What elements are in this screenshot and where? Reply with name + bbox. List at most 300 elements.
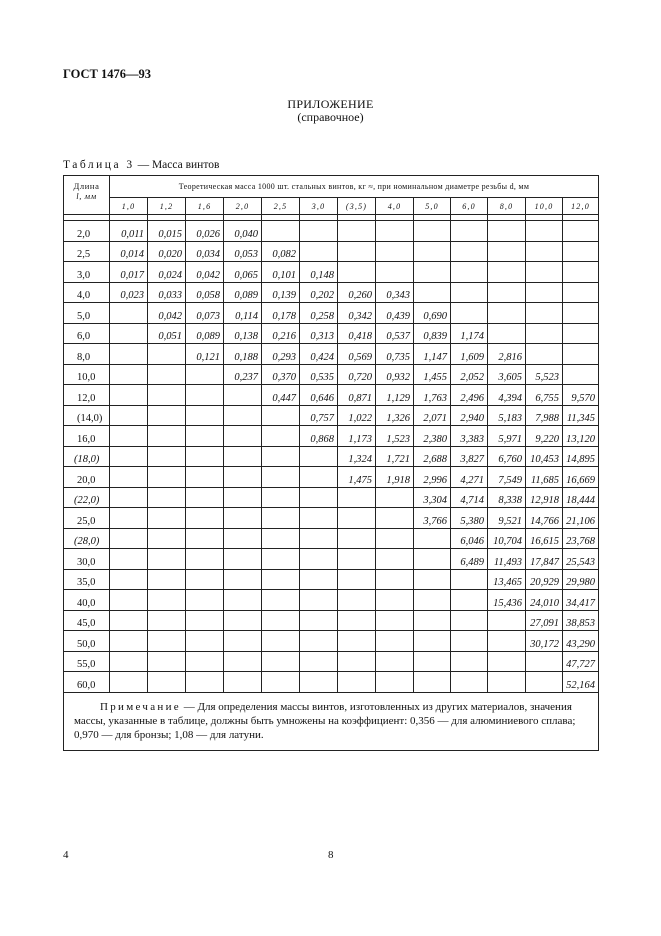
mass-cell: 12,918 [526,487,563,508]
diameter-header: 2,0 [224,198,262,215]
mass-cell [563,241,599,262]
mass-cell [488,282,526,303]
length-cell: 12,0 [64,385,110,406]
mass-cell [376,221,414,242]
mass-cell [526,672,563,693]
mass-cell: 0,871 [338,385,376,406]
mass-cell: 29,980 [563,569,599,590]
mass-cell: 0,033 [148,282,186,303]
mass-cell: 8,338 [488,487,526,508]
mass-cell: 1,721 [376,446,414,467]
length-cell: 45,0 [64,610,110,631]
table-row [64,282,599,303]
appendix-heading [0,98,661,124]
mass-cell: 16,615 [526,528,563,549]
mass-cell [488,610,526,631]
note-text: — Для определения массы винтов, изготовленных из других материалов, значения массы, указанные в таблице, должны быть умножены на коэффициент: 0,356 — для алюминиевого сплава; 0,970 — для бронзы; 1,08 — для латуни. [74,700,576,741]
mass-cell: 1,173 [338,426,376,447]
mass-cell [110,569,148,590]
mass-cell [488,631,526,652]
mass-cell [488,241,526,262]
mass-cell: 5,523 [526,364,563,385]
table-note [64,692,599,750]
mass-cell [376,508,414,529]
mass-cell: 2,940 [451,405,488,426]
mass-cell [376,549,414,570]
mass-cell [148,364,186,385]
mass-cell: 1,326 [376,405,414,426]
mass-cell [414,282,451,303]
length-cell: 3,0 [64,262,110,283]
table-row [64,610,599,631]
mass-cell: 0,216 [262,323,300,344]
mass-cell: 43,290 [563,631,599,652]
mass-cell [300,610,338,631]
mass-cell [338,221,376,242]
table-row [64,262,599,283]
mass-cell [262,569,300,590]
mass-cell: 0,535 [300,364,338,385]
mass-cell [300,508,338,529]
mass-cell: 0,646 [300,385,338,406]
length-cell: 55,0 [64,651,110,672]
mass-cell [186,549,224,570]
mass-cell: 2,496 [451,385,488,406]
table-body [64,221,599,693]
mass-cell [451,303,488,324]
mass-cell [148,344,186,365]
mass-cell: 21,106 [563,508,599,529]
mass-cell: 18,444 [563,487,599,508]
mass-cell [300,651,338,672]
mass-cell: 0,258 [300,303,338,324]
mass-cell [300,467,338,488]
mass-cell [224,631,262,652]
length-cell: 25,0 [64,508,110,529]
mass-cell: 24,010 [526,590,563,611]
mass-cell [563,303,599,324]
mass-cell [451,590,488,611]
mass-cell: 3,304 [414,487,451,508]
mass-cell: 0,690 [414,303,451,324]
length-cell: (22,0) [64,487,110,508]
mass-cell [262,651,300,672]
table-row [64,426,599,447]
mass-cell [148,549,186,570]
mass-cell: 0,121 [186,344,224,365]
mass-cell [262,610,300,631]
mass-cell [451,672,488,693]
mass-cell: 1,763 [414,385,451,406]
mass-cell: 0,418 [338,323,376,344]
mass-cell [110,610,148,631]
mass-cell [224,528,262,549]
mass-cell [563,221,599,242]
mass-cell [186,467,224,488]
mass-cell: 47,727 [563,651,599,672]
mass-cell [262,446,300,467]
mass-cell [300,528,338,549]
mass-cell: 0,932 [376,364,414,385]
mass-cell: 0,011 [110,221,148,242]
mass-cell: 34,417 [563,590,599,611]
table-row [64,303,599,324]
mass-cell [110,487,148,508]
mass-cell [186,385,224,406]
mass-cell [488,672,526,693]
mass-cell [262,672,300,693]
mass-cell: 14,895 [563,446,599,467]
mass-cell [110,385,148,406]
length-cell: 50,0 [64,631,110,652]
mass-cell [376,241,414,262]
length-cell: 20,0 [64,467,110,488]
length-header-line2: l, мм [76,191,97,201]
mass-cell: 0,839 [414,323,451,344]
mass-cell [376,651,414,672]
document-code: ГОСТ 1476—93 [63,67,152,81]
table-row [64,323,599,344]
mass-cell: 0,447 [262,385,300,406]
mass-cell: 0,040 [224,221,262,242]
table-row [64,221,599,242]
mass-cell [110,426,148,447]
length-header-line1: Длина [73,181,100,191]
mass-cell [148,405,186,426]
mass-cell: 5,971 [488,426,526,447]
mass-cell: 2,380 [414,426,451,447]
mass-cell [224,508,262,529]
length-cell: 6,0 [64,323,110,344]
mass-cell: 0,015 [148,221,186,242]
mass-cell [414,262,451,283]
mass-cell [110,405,148,426]
mass-cell [262,405,300,426]
mass-cell [186,508,224,529]
table-row [64,405,599,426]
note-row [64,692,599,750]
mass-cell: 1,324 [338,446,376,467]
mass-cell [414,590,451,611]
mass-cell [110,631,148,652]
mass-cell [526,282,563,303]
length-cell: 2,0 [64,221,110,242]
mass-cell: 9,570 [563,385,599,406]
mass-cell [110,508,148,529]
mass-cell: 13,465 [488,569,526,590]
mass-cell: 3,827 [451,446,488,467]
mass-cell [488,221,526,242]
mass-cell: 15,436 [488,590,526,611]
mass-cell: 3,766 [414,508,451,529]
length-cell: 30,0 [64,549,110,570]
mass-cell [451,262,488,283]
mass-cell: 6,489 [451,549,488,570]
table-row [64,508,599,529]
mass-cell [224,467,262,488]
mass-cell [451,282,488,303]
mass-cell [224,590,262,611]
mass-cell: 0,370 [262,364,300,385]
mass-cell [224,405,262,426]
mass-cell [376,487,414,508]
table-row [64,385,599,406]
mass-cell [338,487,376,508]
mass-cell: 0,537 [376,323,414,344]
mass-cell [186,651,224,672]
mass-cell: 6,755 [526,385,563,406]
screw-mass-table-container [63,175,598,751]
mass-cell: 2,816 [488,344,526,365]
mass-cell [488,262,526,283]
mass-cell: 1,523 [376,426,414,447]
diameter-header: 3,0 [300,198,338,215]
table-row [64,364,599,385]
mass-cell [526,651,563,672]
length-cell: (28,0) [64,528,110,549]
table-caption [63,159,219,171]
mass-cell [110,651,148,672]
mass-cell: 30,172 [526,631,563,652]
mass-cell [300,569,338,590]
mass-cell: 10,453 [526,446,563,467]
mass-cell [451,651,488,672]
mass-cell [488,323,526,344]
length-cell: 5,0 [64,303,110,324]
mass-cell: 7,549 [488,467,526,488]
mass-cell [338,549,376,570]
length-cell: (14,0) [64,405,110,426]
mass-cell [224,385,262,406]
mass-cell [110,528,148,549]
mass-cell: 2,052 [451,364,488,385]
mass-cell [148,487,186,508]
mass-cell: 11,493 [488,549,526,570]
mass-cell [563,282,599,303]
mass-cell [300,446,338,467]
mass-cell [376,590,414,611]
mass-cell [376,672,414,693]
mass-cell: 0,014 [110,241,148,262]
mass-cell [338,262,376,283]
mass-cell [110,672,148,693]
mass-cell: 0,051 [148,323,186,344]
table-row [64,672,599,693]
mass-cell [563,364,599,385]
mass-cell: 0,042 [148,303,186,324]
mass-cell: 0,053 [224,241,262,262]
mass-cell [110,446,148,467]
table-row [64,487,599,508]
mass-cell [414,569,451,590]
mass-cell: 10,704 [488,528,526,549]
mass-cell: 14,766 [526,508,563,529]
mass-cell [110,344,148,365]
mass-cell [110,303,148,324]
mass-cell: 0,073 [186,303,224,324]
mass-cell: 1,609 [451,344,488,365]
mass-cell: 5,183 [488,405,526,426]
mass-cell: 0,313 [300,323,338,344]
mass-cell [224,549,262,570]
table-row [64,528,599,549]
mass-cell: 0,034 [186,241,224,262]
diameter-header: 6,0 [451,198,488,215]
page-number-left: 4 [63,849,69,861]
screw-mass-table [63,175,599,751]
mass-cell: 16,669 [563,467,599,488]
appendix-title: ПРИЛОЖЕНИЕ [287,97,374,111]
mass-cell [186,446,224,467]
mass-cell: 0,026 [186,221,224,242]
mass-cell: 0,138 [224,323,262,344]
appendix-subtitle: (справочное) [297,110,364,124]
mass-cell [414,221,451,242]
mass-cell: 0,202 [300,282,338,303]
mass-super-header: Теоретическая масса 1000 шт. стальных винтов, кг ≈, при номинальном диаметре резьбы d, мм [110,176,599,198]
mass-cell [376,631,414,652]
diameter-header: 1,6 [186,198,224,215]
mass-cell: 0,042 [186,262,224,283]
mass-cell [563,262,599,283]
length-cell: 16,0 [64,426,110,447]
mass-cell: 0,569 [338,344,376,365]
mass-cell [262,221,300,242]
mass-cell: 0,024 [148,262,186,283]
mass-cell [224,426,262,447]
diameter-header: 8,0 [488,198,526,215]
diameter-header: 10,0 [526,198,563,215]
diameter-header: 1,2 [148,198,186,215]
mass-cell: 0,089 [186,323,224,344]
mass-cell [148,508,186,529]
mass-cell [376,262,414,283]
length-cell: 8,0 [64,344,110,365]
mass-cell [110,549,148,570]
mass-cell [526,303,563,324]
mass-cell [414,528,451,549]
table-row [64,446,599,467]
mass-cell: 0,065 [224,262,262,283]
mass-cell [563,323,599,344]
table-caption-text: — Масса винтов [134,159,220,171]
mass-cell [262,426,300,447]
mass-cell [148,446,186,467]
mass-cell [338,610,376,631]
mass-cell [300,241,338,262]
mass-cell: 11,345 [563,405,599,426]
mass-cell: 9,521 [488,508,526,529]
mass-cell: 17,847 [526,549,563,570]
length-cell: 2,5 [64,241,110,262]
mass-cell: 27,091 [526,610,563,631]
mass-cell: 1,918 [376,467,414,488]
diameter-header-row [64,198,599,215]
mass-cell: 1,022 [338,405,376,426]
mass-cell [148,467,186,488]
mass-cell [186,631,224,652]
length-cell: 35,0 [64,569,110,590]
mass-cell: 0,868 [300,426,338,447]
mass-cell [338,569,376,590]
mass-cell: 0,114 [224,303,262,324]
diameter-header: 2,5 [262,198,300,215]
mass-cell: 1,455 [414,364,451,385]
mass-cell [224,446,262,467]
length-column-header [64,176,110,215]
mass-cell [451,221,488,242]
mass-cell: 38,853 [563,610,599,631]
mass-cell: 0,757 [300,405,338,426]
mass-cell [526,241,563,262]
mass-cell [414,610,451,631]
length-cell: 40,0 [64,590,110,611]
mass-cell [262,508,300,529]
mass-cell [451,610,488,631]
note-label: Примечание [100,700,181,713]
mass-cell [148,651,186,672]
mass-cell [376,528,414,549]
length-cell: (18,0) [64,446,110,467]
mass-cell: 0,017 [110,262,148,283]
mass-cell [148,631,186,652]
mass-cell [110,323,148,344]
mass-cell: 25,543 [563,549,599,570]
mass-cell [262,549,300,570]
mass-cell [186,672,224,693]
mass-cell: 0,023 [110,282,148,303]
mass-cell: 1,129 [376,385,414,406]
mass-cell: 0,101 [262,262,300,283]
mass-cell [338,651,376,672]
mass-cell [526,262,563,283]
mass-cell [186,364,224,385]
table-row [64,344,599,365]
mass-cell: 52,164 [563,672,599,693]
mass-cell: 2,071 [414,405,451,426]
mass-cell: 0,260 [338,282,376,303]
mass-cell: 0,439 [376,303,414,324]
mass-cell [186,569,224,590]
diameter-header: (3,5) [338,198,376,215]
mass-cell [376,610,414,631]
mass-cell: 0,058 [186,282,224,303]
mass-cell [262,528,300,549]
mass-cell [526,344,563,365]
mass-cell: 7,988 [526,405,563,426]
mass-cell [338,590,376,611]
table-row [64,549,599,570]
table-row [64,467,599,488]
mass-cell [300,221,338,242]
mass-cell [300,487,338,508]
mass-cell [338,672,376,693]
mass-cell [186,487,224,508]
mass-cell [224,672,262,693]
mass-cell: 20,929 [526,569,563,590]
mass-cell: 0,148 [300,262,338,283]
mass-cell: 3,383 [451,426,488,447]
mass-cell: 3,605 [488,364,526,385]
mass-cell [451,631,488,652]
mass-cell [338,508,376,529]
mass-cell [414,631,451,652]
mass-cell [338,528,376,549]
mass-cell [262,487,300,508]
mass-cell [110,364,148,385]
mass-cell: 0,293 [262,344,300,365]
length-cell: 4,0 [64,282,110,303]
